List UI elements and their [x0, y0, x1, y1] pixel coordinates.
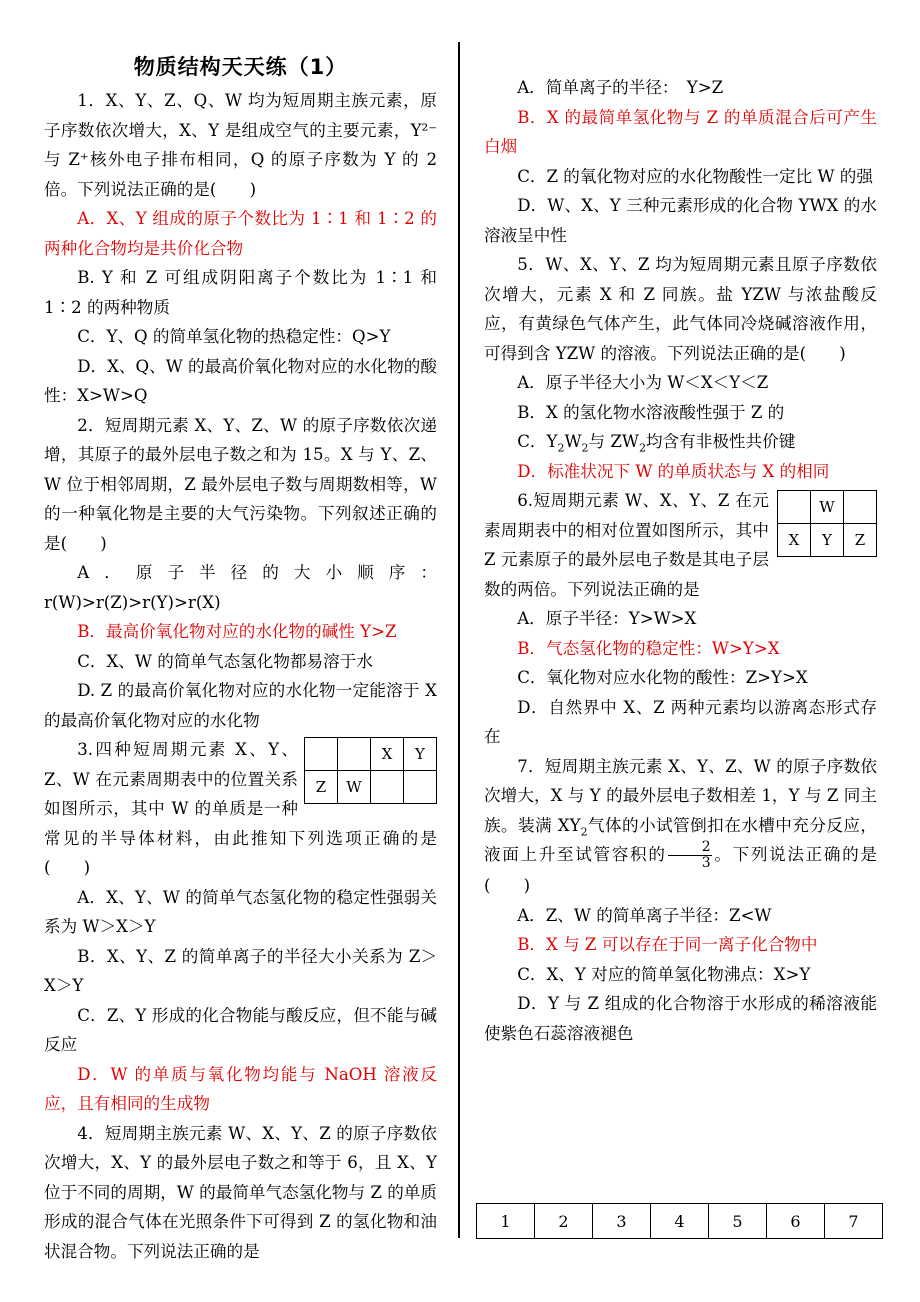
answer-cell: 7	[825, 1204, 883, 1239]
question-6-option-b: B．气态氢化物的稳定性：W>Y>X	[517, 638, 780, 658]
q6-cell	[778, 491, 811, 524]
question-3-option-b: B．X、Y、Z 的简单离子的半径大小关系为 Z＞X＞Y	[44, 946, 437, 995]
question-6-periodic-table	[777, 490, 877, 557]
q3-cell: Z	[305, 771, 338, 804]
question-3-option-c: C．Z、Y 形成的化合物能与酸反应，但不能与碱反应	[44, 1005, 437, 1054]
question-3-stem: 3.四种短周期元素 X、Y、Z、W 在元素周期表中的位置关系如图所示，其中 W 的单质是一种常见的半导体材料，由此推知下列选项正确的是( )	[44, 740, 437, 877]
question-3-block	[44, 735, 437, 883]
question-6-option-d: D．自然界中 X、Z 两种元素均以游离态形式存在	[484, 697, 877, 746]
q6-cell: X	[778, 524, 811, 557]
question-3-option-a: A．X、Y、W 的简单气态氢化物的稳定性强弱关系为 W＞X＞Y	[44, 887, 437, 936]
question-2-option-d: D. Z 的最高价氧化物对应的水化物一定能溶于 X 的最高价氧化物对应的水化物	[44, 681, 437, 730]
q3-cell: W	[338, 771, 371, 804]
answer-cell: 3	[593, 1204, 651, 1239]
question-7-option-a: A．Z、W 的简单离子半径：Z<W	[517, 905, 772, 925]
question-3-periodic-table	[304, 737, 437, 804]
page-title: 物质结构天天练（1）	[133, 55, 348, 79]
question-4-option-b: B．X 的最简单氢化物与 Z 的单质混合后可产生白烟	[484, 107, 877, 156]
question-4-option-a: A．简单离子的半径： Y>Z	[517, 78, 724, 97]
q3-cell	[338, 738, 371, 771]
q6-cell: Y	[811, 524, 844, 557]
question-7-stem: 7．短周期主族元素 X、Y、Z、W 的原子序数依次增大，X 与 Y 的最外层电子数相差 1，Y 与 Z 同主族。装满 $XY_2$气体的小试管倒扣在水槽中充分反应，液面上升至试管容积的 $\frac{2}{3}$ 。下列说法正确的是( )	[484, 756, 878, 895]
question-1-stem: 1．X、Y、Z、Q、W 均为短周期主族元素，原子序数依次增大，X、Y 是组成空气的主要元素，Y²⁻与 Z⁺核外电子排布相同，Q 的原子序数为 Y 的 2 倍。下列说法正确的是( )	[44, 91, 437, 199]
q6-cell: W	[811, 491, 844, 524]
answer-cell: 1	[477, 1204, 535, 1239]
question-5-option-d: D．标准状况下 W 的单质状态与 X 的相同	[517, 461, 830, 481]
q3-cell: Y	[404, 738, 437, 771]
q3-cell	[371, 771, 404, 804]
answer-cell: 4	[651, 1204, 709, 1239]
q6-cell: Z	[844, 524, 877, 557]
question-4-stem: 4．短周期主族元素 W、X、Y、Z 的原子序数依次增大，X、Y 的最外层电子数之和等于 6，且 X、Y 位于不同的周期，W 的最简单气态氢化物与 Z 的单质形成的混合气体在光照条件下可得到 Z 的氢化物和油状混合物。下列说法正确的是	[44, 1123, 437, 1261]
question-1-option-c: C．Y、Q 的简单氢化物的热稳定性：Q>Y	[77, 327, 391, 346]
question-6-option-a: A．原子半径：Y>W>X	[517, 609, 697, 628]
question-7-option-c: C．X、Y 对应的简单氢化物沸点：X>Y	[517, 964, 811, 984]
question-6-option-c: C．氧化物对应水化物的酸性：Z>Y>X	[517, 668, 808, 687]
question-5-option-a: A．原子半径大小为 W＜X＜Y＜Z	[517, 373, 769, 392]
column-divider	[458, 42, 460, 1238]
question-1-option-b: B. Y 和 Z 可组成阴阳离子个数比为 1∶1 和 1∶2 的两种物质	[44, 268, 437, 317]
q6-cell	[844, 491, 877, 524]
answer-table	[476, 1203, 883, 1239]
left-column	[44, 52, 437, 1266]
question-5-stem: 5．W、X、Y、Z 均为短周期元素且原子序数依次增大，元素 X 和 Z 同族。盐 YZW 与浓盐酸反应，有黄绿色气体产生，此气体同冷烧碱溶液作用，可得到含 YZW 的溶液。下列说法正确的是( )	[484, 255, 877, 363]
question-6-stem: 6.短周期元素 W、X、Y、Z 在元素周期表中的相对位置如图所示，其中 Z 元素原子的最外层电子数是其电子层数的两倍。下列说法正确的是	[484, 491, 769, 599]
right-column	[484, 73, 877, 1048]
question-1-option-a: A．X、Y 组成的原子个数比为 1∶1 和 1∶2 的两种化合物均是共价化合物	[44, 209, 437, 258]
answer-cell: 2	[535, 1204, 593, 1239]
question-6-block	[484, 486, 877, 604]
q3-cell: X	[371, 738, 404, 771]
question-2-stem: 2．短周期元素 X、Y、Z、W 的原子序数依次递增，其原子的最外层电子数之和为 15。X 与 Y、Z、W 位于相邻周期，Z 最外层电子数与周期数相等，W 的一种氧化物是主要的大气污染物。下列叙述正确的是( )	[44, 415, 437, 553]
question-2-option-a: A．原子半径的大小顺序：r(W)>r(Z)>r(Y)>r(X)	[44, 563, 437, 612]
question-4-option-c: C．Z 的氧化物对应的水化物酸性一定比 W 的强	[517, 166, 873, 186]
fraction-two-thirds: $\frac{2}{3}$	[668, 840, 712, 871]
q3-cell	[404, 771, 437, 804]
q3-cell	[305, 738, 338, 771]
question-4-option-d: D．W、X、Y 三种元素形成的化合物 YWX 的水溶液呈中性	[484, 196, 877, 245]
question-2-option-b: B．最高价氧化物对应的水化物的碱性 Y>Z	[77, 622, 397, 641]
answer-cell: 5	[709, 1204, 767, 1239]
question-7-option-d: D．Y 与 Z 组成的化合物溶于水形成的稀溶液能使紫色石蕊溶液褪色	[484, 994, 877, 1043]
question-1-option-d: D．X、Q、W 的最高价氧化物对应的水化物的酸性：X>W>Q	[44, 356, 437, 405]
question-5-option-b: B．X 的氢化物水溶液酸性强于 Z 的	[517, 402, 785, 422]
question-7-option-b: B．X 与 Z 可以存在于同一离子化合物中	[517, 935, 818, 954]
question-5-option-c: C．$Y_2W_2$与 $ZW_2$均含有非极性共价键	[517, 432, 796, 455]
question-2-option-c: C．X、W 的简单气态氢化物都易溶于水	[77, 651, 373, 671]
question-3-option-d: D．W 的单质与氧化物均能与 NaOH 溶液反应，且有相同的生成物	[44, 1064, 437, 1113]
answer-cell: 6	[767, 1204, 825, 1239]
